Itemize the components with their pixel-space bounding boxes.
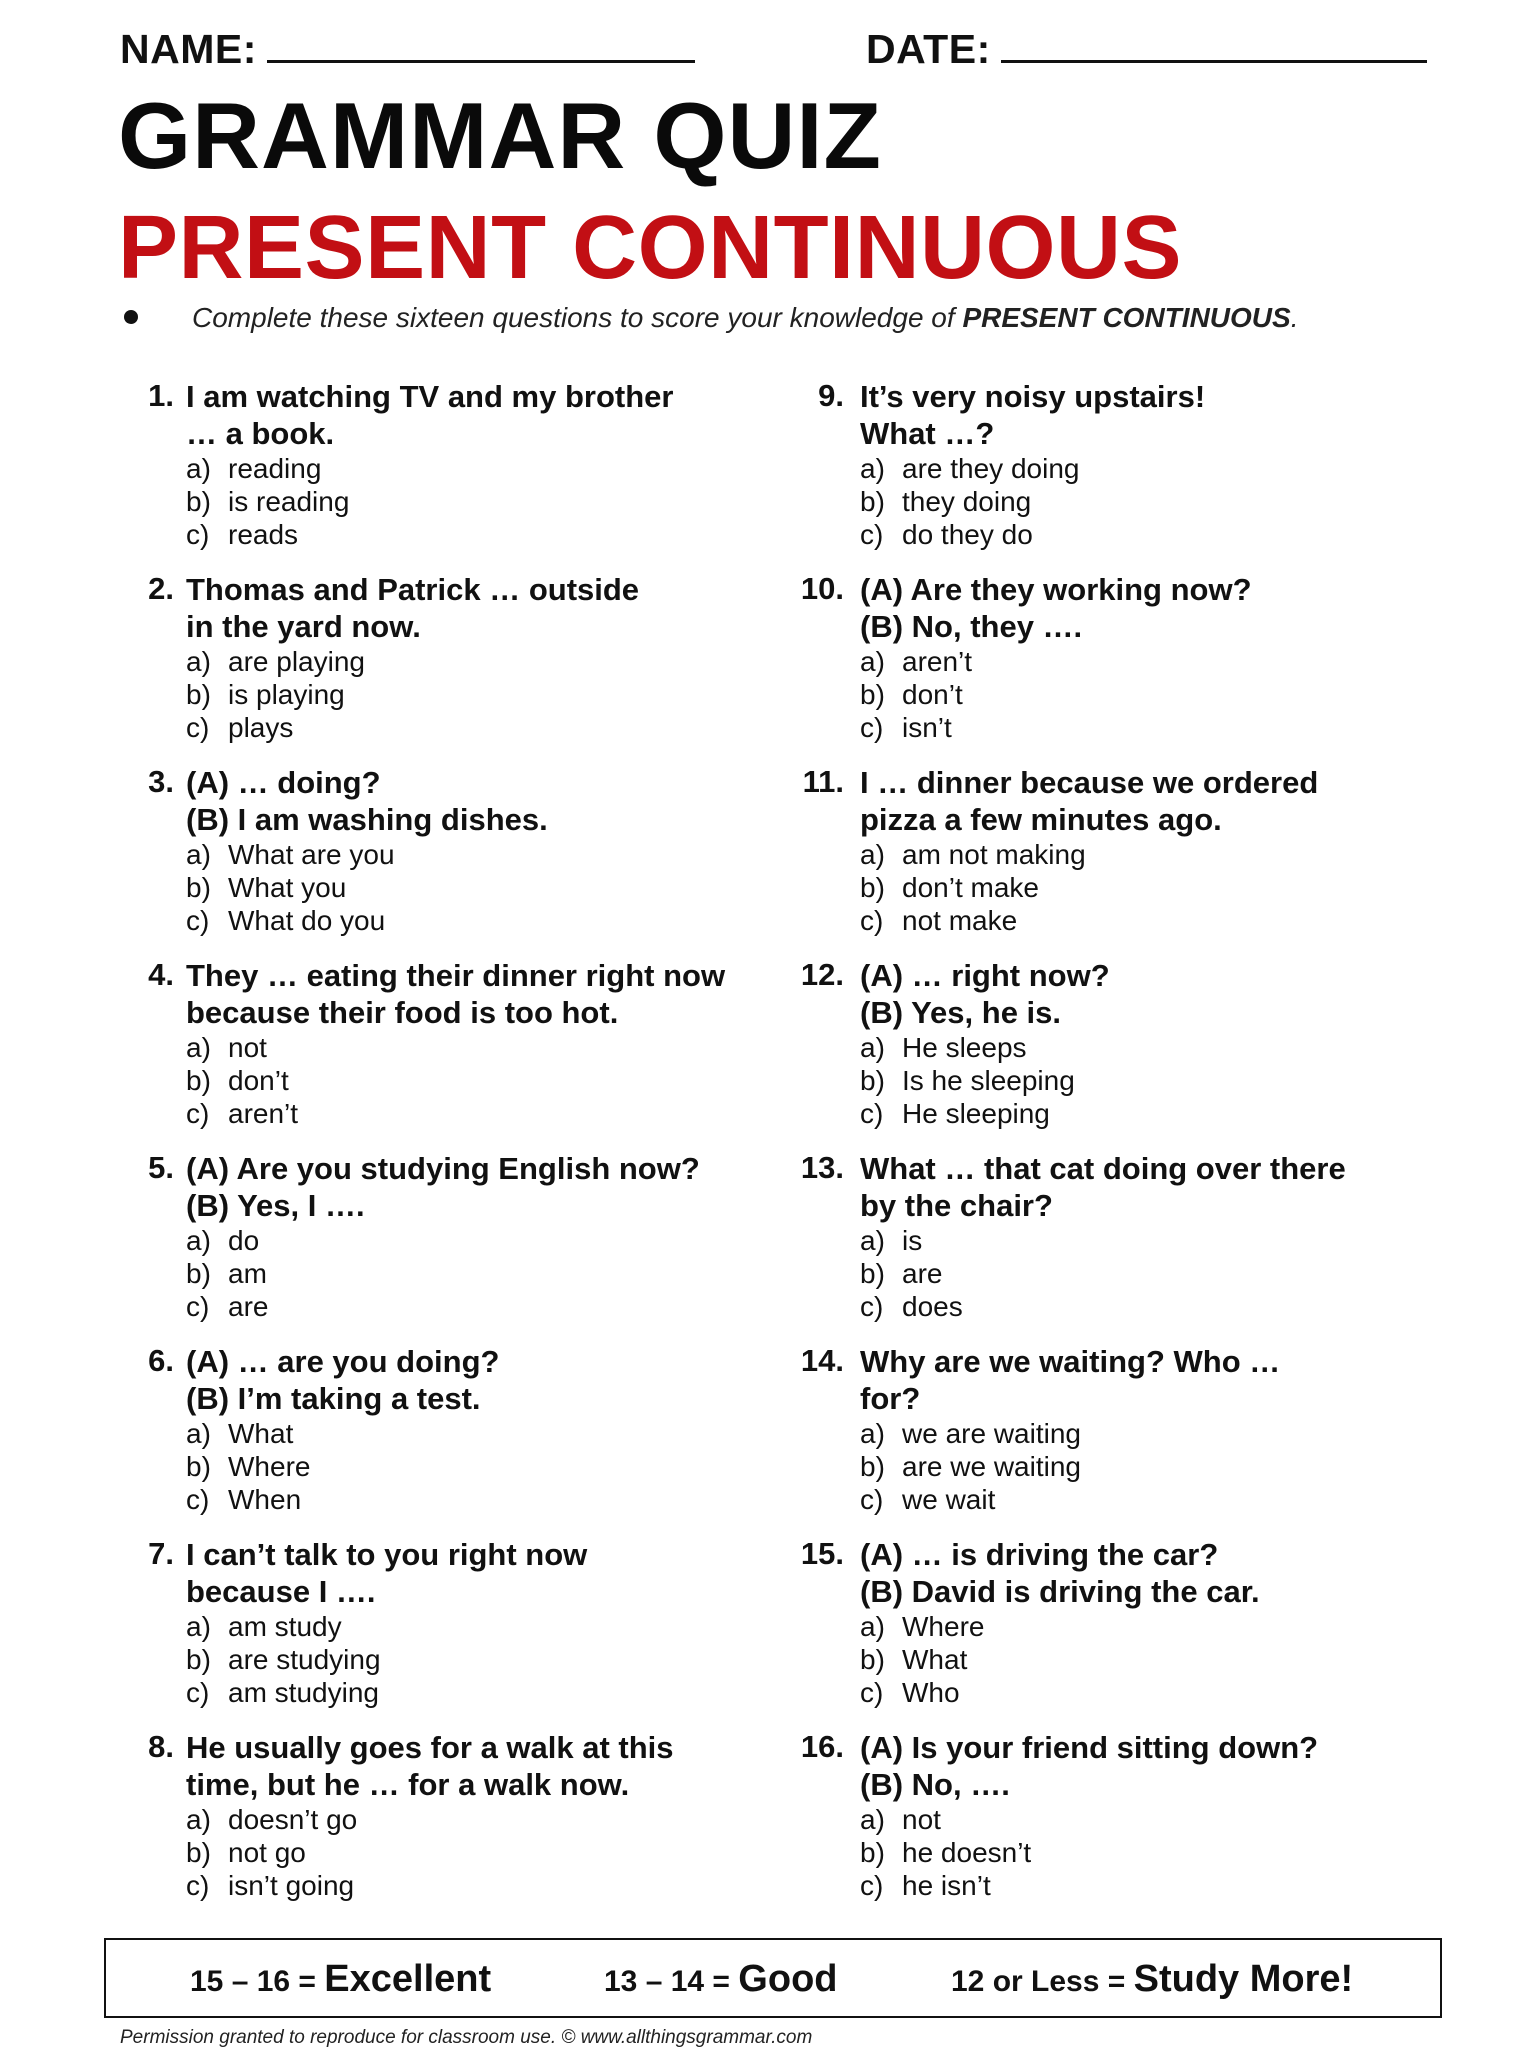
quiz-title: GRAMMAR QUIZ [118, 83, 882, 188]
score-range: 15 – 16 = [190, 1965, 325, 1998]
answer-option[interactable] [860, 904, 1420, 937]
score-excellent [190, 1958, 491, 2001]
question-body [186, 1343, 746, 1516]
option-letter: b) [860, 679, 885, 710]
option-text: not [228, 1032, 267, 1063]
option-letter: a) [860, 839, 885, 870]
option-text: don’t [902, 679, 963, 710]
answer-option[interactable] [186, 838, 746, 871]
option-letter: c) [186, 712, 210, 743]
option-text: He sleeps [902, 1032, 1027, 1063]
option-letter: b) [186, 486, 211, 517]
question-item [118, 1343, 738, 1536]
answer-option[interactable] [186, 452, 746, 485]
answer-option[interactable] [186, 711, 746, 744]
question-text: (A) … doing? [186, 765, 381, 800]
question-text: in the yard now. [186, 609, 421, 644]
option-letter: b) [186, 1837, 211, 1868]
question-text: (B) No, they …. [860, 609, 1083, 644]
option-text: is [902, 1225, 923, 1256]
score-grade: Good [738, 1958, 838, 2000]
question-number: 3. [148, 764, 174, 799]
option-letter: b) [860, 1837, 885, 1868]
score-range: 13 – 14 = [604, 1965, 739, 1998]
option-letter: a) [186, 1418, 211, 1449]
score-grade: Study More! [1133, 1958, 1354, 2000]
name-field[interactable] [120, 22, 695, 73]
question-item [118, 378, 738, 571]
question-item [118, 1150, 738, 1343]
option-letter: c) [186, 1291, 210, 1322]
option-letter: c) [860, 712, 884, 743]
question-text: It’s very noisy upstairs! [860, 379, 1206, 414]
answer-option[interactable] [186, 1803, 746, 1836]
question-body [860, 1150, 1420, 1323]
answer-option[interactable] [186, 1224, 746, 1257]
answer-option[interactable] [860, 1450, 1420, 1483]
answer-option[interactable] [860, 1031, 1420, 1064]
question-body [186, 1536, 746, 1709]
option-letter: b) [860, 1451, 885, 1482]
answer-option[interactable] [860, 1290, 1420, 1323]
option-letter: b) [186, 1644, 211, 1675]
answer-option[interactable] [860, 645, 1420, 678]
option-text: am study [228, 1611, 342, 1642]
option-text: aren’t [902, 646, 973, 677]
option-text: doesn’t go [228, 1804, 358, 1835]
question-number: 1. [148, 378, 174, 413]
questions-left-column [118, 378, 738, 1922]
option-letter: b) [860, 872, 885, 903]
option-text: do they do [902, 519, 1033, 550]
option-letter: c) [186, 1098, 210, 1129]
question-text: (B) David is driving the car. [860, 1574, 1260, 1609]
option-letter: c) [186, 519, 210, 550]
option-text: What [902, 1644, 968, 1675]
question-item [118, 1536, 738, 1729]
option-text: isn’t [902, 712, 952, 743]
option-letter: a) [186, 1611, 211, 1642]
option-text: What you [228, 872, 347, 903]
question-item [778, 378, 1398, 571]
option-letter: a) [860, 1032, 885, 1063]
question-text: I … dinner because we ordered [860, 765, 1319, 800]
question-text: I can’t talk to you right now [186, 1537, 588, 1572]
option-text: we wait [902, 1484, 996, 1515]
option-text: am not making [902, 839, 1086, 870]
question-item [778, 957, 1398, 1150]
score-range: 12 or Less = [951, 1965, 1134, 1998]
answer-option[interactable] [186, 1836, 746, 1869]
answer-option[interactable] [186, 871, 746, 904]
answer-option[interactable] [186, 1610, 746, 1643]
answer-option[interactable] [186, 1257, 746, 1290]
option-letter: a) [860, 1611, 885, 1642]
question-text: time, but he … for a walk now. [186, 1767, 630, 1802]
answer-option[interactable] [186, 645, 746, 678]
question-number: 15. [800, 1536, 844, 1571]
question-body [860, 1729, 1420, 1902]
question-number: 8. [148, 1729, 174, 1764]
answer-option[interactable] [186, 1097, 746, 1130]
answer-option[interactable] [186, 678, 746, 711]
option-text: are [902, 1258, 943, 1289]
option-text: does [902, 1291, 963, 1322]
option-text: is reading [228, 486, 350, 517]
answer-option[interactable] [860, 1417, 1420, 1450]
option-letter: a) [860, 646, 885, 677]
option-letter: a) [186, 1225, 211, 1256]
option-text: they doing [902, 486, 1032, 517]
question-text: … a book. [186, 416, 335, 451]
option-letter: b) [186, 679, 211, 710]
option-text: He sleeping [902, 1098, 1050, 1129]
answer-option[interactable] [860, 871, 1420, 904]
option-letter: c) [860, 1291, 884, 1322]
option-text: are we waiting [902, 1451, 1081, 1482]
option-text: When [228, 1484, 302, 1515]
question-item [118, 764, 738, 957]
option-letter: b) [186, 1065, 211, 1096]
option-letter: c) [860, 905, 884, 936]
question-number: 2. [148, 571, 174, 606]
answer-option[interactable] [186, 1869, 746, 1902]
question-number: 5. [148, 1150, 174, 1185]
question-text: for? [860, 1381, 921, 1416]
date-field[interactable] [866, 22, 1427, 73]
question-body [186, 764, 746, 937]
option-letter: b) [860, 1258, 885, 1289]
option-letter: a) [860, 1225, 885, 1256]
option-text: he isn’t [902, 1870, 991, 1901]
option-letter: b) [186, 1451, 211, 1482]
question-item [778, 1536, 1398, 1729]
option-text: do [228, 1225, 260, 1256]
question-text: (B) Yes, he is. [860, 995, 1062, 1030]
question-body [860, 957, 1420, 1130]
option-text: Who [902, 1677, 960, 1708]
option-text: are playing [228, 646, 365, 677]
answer-option[interactable] [860, 1064, 1420, 1097]
answer-option[interactable] [186, 1417, 746, 1450]
option-text: don’t make [902, 872, 1039, 903]
score-good [604, 1958, 838, 2001]
name-blank[interactable] [267, 22, 695, 63]
question-number: 7. [148, 1536, 174, 1571]
answer-option[interactable] [860, 838, 1420, 871]
option-text: is playing [228, 679, 345, 710]
question-text: He usually goes for a walk at this [186, 1730, 674, 1765]
question-item [778, 571, 1398, 764]
option-letter: c) [186, 1677, 210, 1708]
option-letter: a) [186, 1032, 211, 1063]
option-text: What are you [228, 839, 395, 870]
answer-option[interactable] [186, 1031, 746, 1064]
option-letter: c) [860, 1677, 884, 1708]
instructions-emphasis: PRESENT CONTINUOUS [962, 302, 1291, 333]
question-number: 10. [800, 571, 844, 606]
question-text: (A) Is your friend sitting down? [860, 1730, 1319, 1765]
option-letter: a) [860, 1804, 885, 1835]
question-text: (A) … right now? [860, 958, 1110, 993]
option-letter: b) [186, 872, 211, 903]
question-item [118, 1729, 738, 1922]
option-letter: b) [186, 1258, 211, 1289]
option-text: Is he sleeping [902, 1065, 1075, 1096]
question-text: I am watching TV and my brother [186, 379, 674, 414]
instructions [124, 302, 1298, 334]
question-text: They … eating their dinner right now [186, 958, 726, 993]
question-number: 16. [800, 1729, 844, 1764]
option-text: What do you [228, 905, 386, 936]
question-body [186, 378, 746, 551]
option-text: we are waiting [902, 1418, 1081, 1449]
answer-option[interactable] [186, 1676, 746, 1709]
option-letter: c) [186, 1870, 210, 1901]
bullet-icon [124, 310, 138, 324]
option-letter: b) [860, 1644, 885, 1675]
option-letter: c) [860, 1870, 884, 1901]
option-letter: a) [186, 1804, 211, 1835]
answer-option[interactable] [860, 1610, 1420, 1643]
question-number: 14. [800, 1343, 844, 1378]
question-body [860, 764, 1420, 937]
question-item [778, 1150, 1398, 1343]
instructions-end: . [1290, 302, 1299, 333]
answer-option[interactable] [186, 485, 746, 518]
questions-right-column [778, 378, 1398, 1922]
answer-option[interactable] [186, 1643, 746, 1676]
option-text: Where [902, 1611, 985, 1642]
question-number: 6. [148, 1343, 174, 1378]
answer-option[interactable] [186, 1290, 746, 1323]
question-text: (A) Are you studying English now? [186, 1151, 700, 1186]
option-letter: a) [186, 453, 211, 484]
option-text: am studying [228, 1677, 379, 1708]
question-number: 4. [148, 957, 174, 992]
answer-option[interactable] [860, 1097, 1420, 1130]
answer-option[interactable] [860, 1483, 1420, 1516]
question-text: by the chair? [860, 1188, 1053, 1223]
question-text: (A) Are they working now? [860, 572, 1252, 607]
question-item [118, 571, 738, 764]
date-blank[interactable] [1001, 22, 1427, 63]
option-letter: c) [186, 905, 210, 936]
option-text: reads [228, 519, 299, 550]
question-item [778, 1729, 1398, 1922]
question-text: (A) … is driving the car? [860, 1537, 1219, 1572]
question-text: (B) I am washing dishes. [186, 802, 548, 837]
question-text: because their food is too hot. [186, 995, 619, 1030]
score-study-more [951, 1958, 1353, 2001]
question-body [186, 957, 746, 1130]
question-body [860, 378, 1420, 551]
option-text: not [902, 1804, 941, 1835]
instructions-text: Complete these sixteen questions to score your knowledge of [192, 302, 963, 333]
option-letter: b) [860, 486, 885, 517]
question-text: Thomas and Patrick … outside [186, 572, 640, 607]
answer-option[interactable] [860, 678, 1420, 711]
question-body [186, 571, 746, 744]
question-body [860, 1536, 1420, 1709]
question-text: What … that cat doing over there [860, 1151, 1346, 1186]
question-body [860, 1343, 1420, 1516]
answer-option[interactable] [860, 518, 1420, 551]
option-text: are they doing [902, 453, 1080, 484]
question-body [186, 1729, 746, 1902]
option-text: What [228, 1418, 294, 1449]
option-text: reading [228, 453, 322, 484]
answer-option[interactable] [860, 711, 1420, 744]
option-text: isn’t going [228, 1870, 355, 1901]
option-letter: b) [860, 1065, 885, 1096]
question-text: pizza a few minutes ago. [860, 802, 1222, 837]
answer-option[interactable] [860, 1676, 1420, 1709]
answer-option[interactable] [860, 1836, 1420, 1869]
option-letter: a) [860, 453, 885, 484]
question-item [778, 1343, 1398, 1536]
option-text: aren’t [228, 1098, 299, 1129]
option-text: don’t [228, 1065, 289, 1096]
question-text: (B) Yes, I …. [186, 1188, 365, 1223]
option-letter: c) [860, 519, 884, 550]
answer-option[interactable] [860, 485, 1420, 518]
option-letter: c) [860, 1484, 884, 1515]
answer-option[interactable] [186, 1483, 746, 1516]
answer-option[interactable] [860, 1869, 1420, 1902]
scoring-box [104, 1938, 1442, 2018]
quiz-topic: PRESENT CONTINUOUS [118, 198, 1183, 298]
answer-option[interactable] [186, 518, 746, 551]
answer-option[interactable] [860, 1224, 1420, 1257]
answer-option[interactable] [186, 1064, 746, 1097]
score-grade: Excellent [324, 1958, 492, 2000]
option-letter: c) [860, 1098, 884, 1129]
question-number: 11. [802, 764, 844, 799]
question-number: 13. [800, 1150, 844, 1185]
option-text: am [228, 1258, 267, 1289]
answer-option[interactable] [186, 1450, 746, 1483]
question-text: What …? [860, 416, 995, 451]
option-letter: c) [186, 1484, 210, 1515]
answer-option[interactable] [860, 1803, 1420, 1836]
option-letter: a) [860, 1418, 885, 1449]
option-text: are [228, 1291, 269, 1322]
question-number: 9. [818, 378, 844, 413]
question-text: Why are we waiting? Who … [860, 1344, 1281, 1379]
question-item [778, 764, 1398, 957]
option-text: not make [902, 905, 1018, 936]
answer-option[interactable] [860, 1257, 1420, 1290]
option-letter: a) [186, 646, 211, 677]
question-body [860, 571, 1420, 744]
question-text: (B) I’m taking a test. [186, 1381, 481, 1416]
option-text: plays [228, 712, 294, 743]
question-body [186, 1150, 746, 1323]
option-text: Where [228, 1451, 311, 1482]
option-letter: a) [186, 839, 211, 870]
question-item [118, 957, 738, 1150]
option-text: not go [228, 1837, 306, 1868]
option-text: are studying [228, 1644, 381, 1675]
question-text: (B) No, …. [860, 1767, 1010, 1802]
question-text: because I …. [186, 1574, 376, 1609]
date-label: DATE: [866, 26, 991, 72]
question-number: 12. [800, 957, 844, 992]
answer-option[interactable] [860, 1643, 1420, 1676]
copyright-footer: Permission granted to reproduce for classroom use. © www.allthingsgrammar.com [120, 2027, 813, 2048]
name-label: NAME: [120, 26, 257, 72]
question-text: (A) … are you doing? [186, 1344, 500, 1379]
answer-option[interactable] [860, 452, 1420, 485]
option-text: he doesn’t [902, 1837, 1032, 1868]
answer-option[interactable] [186, 904, 746, 937]
